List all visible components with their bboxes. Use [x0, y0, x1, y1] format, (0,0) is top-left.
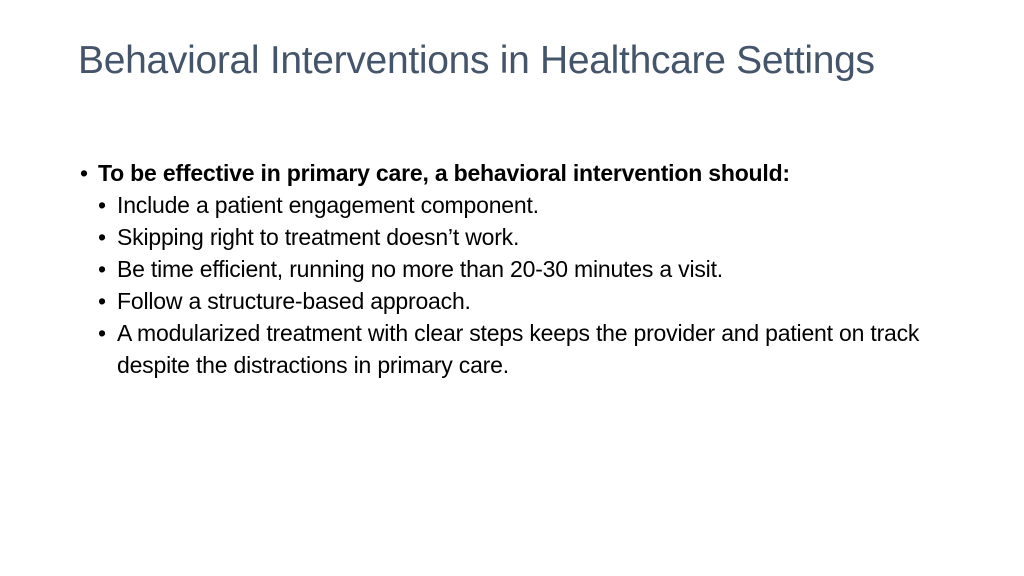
bullet-icon: • — [98, 320, 106, 346]
slide-title: Behavioral Interventions in Healthcare Settings — [78, 39, 875, 82]
bullet-icon: • — [80, 160, 89, 186]
sub-bullet-text: Follow a structure-based approach. — [117, 288, 471, 314]
bullet-icon: • — [98, 288, 106, 314]
main-bullet-text: To be effective in primary care, a behavioral intervention should: — [98, 160, 790, 186]
sub-bullet-text: Include a patient engagement component. — [117, 192, 539, 218]
sub-bullet-item — [98, 285, 960, 317]
sub-bullet-item — [98, 221, 960, 253]
sub-bullet-list — [98, 189, 960, 381]
bullet-icon: • — [98, 224, 106, 250]
bullet-list — [80, 157, 960, 381]
main-bullet-item — [80, 157, 960, 381]
sub-bullet-item — [98, 317, 960, 381]
bullet-icon: • — [98, 256, 106, 282]
sub-bullet-item — [98, 189, 960, 221]
sub-bullet-text: Be time efficient, running no more than 20-30 minutes a visit. — [117, 256, 723, 282]
sub-bullet-text: A modularized treatment with clear steps keeps the provider and patient on track despite the distractions in primary care. — [117, 320, 920, 378]
bullet-icon: • — [98, 192, 106, 218]
sub-bullet-item — [98, 253, 960, 285]
sub-bullet-text: Skipping right to treatment doesn’t work. — [117, 224, 520, 250]
